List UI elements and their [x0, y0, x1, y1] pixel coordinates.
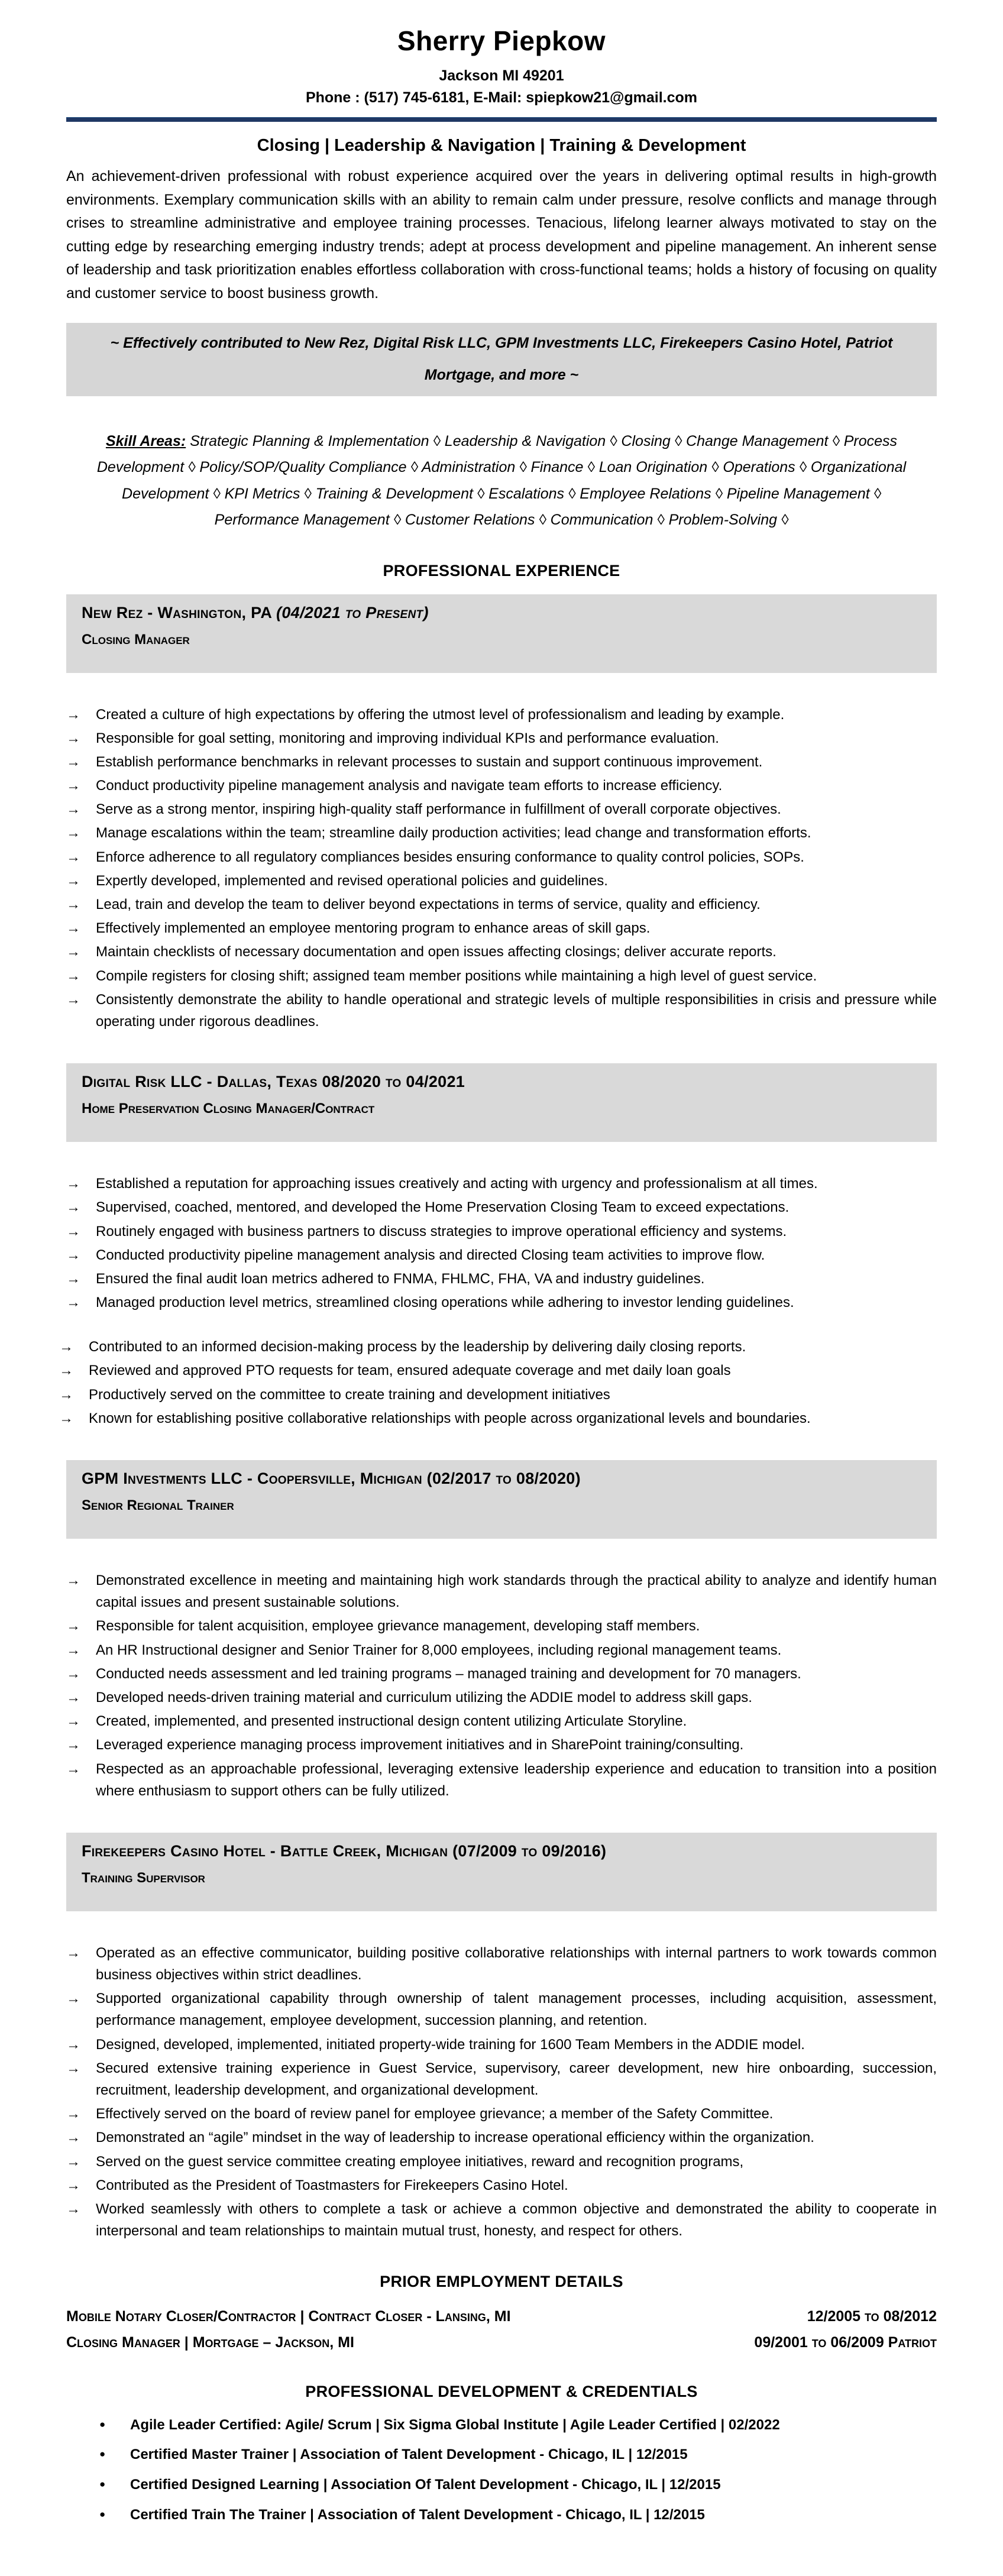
job-bullet-list [66, 1942, 937, 2242]
arrow-bullet-icon: → [66, 967, 80, 984]
bullet-item [66, 2174, 937, 2196]
section-heading-credentials: PROFESSIONAL DEVELOPMENT & CREDENTIALS [305, 2382, 698, 2400]
prior-employment-row [66, 2305, 937, 2328]
job-role: Training Supervisor [82, 1869, 205, 1886]
job-header [66, 594, 937, 673]
bullet-item [66, 989, 937, 1033]
bullet-text: Managed production level metrics, streamlined closing operations while adhering to investor lending guidelines. [96, 1295, 794, 1311]
bullet-item [66, 704, 937, 726]
job-header [66, 1460, 937, 1539]
bullet-item [66, 1734, 937, 1756]
arrow-bullet-icon: → [66, 1176, 80, 1192]
disc-bullet-icon: ● [99, 2448, 106, 2460]
bullet-item [66, 1615, 937, 1637]
skill-areas-list: Strategic Planning & Implementation ◊ Leadership & Navigation ◊ Closing ◊ Change Management ◊ Process Development ◊ Policy/SOP/Quality Compliance ◊ Administration ◊ Finance ◊ Loan Origination ◊ Operations ◊ Organizational Development ◊ KPI Metrics ◊ Training & Development ◊ Escalations ◊ Employee Relations ◊ Pipeline Management ◊ Performance Management ◊ Customer Relations ◊ Communication ◊ Problem-Solving ◊ [96, 432, 907, 528]
job-section-digital-risk [59, 1063, 937, 1429]
disc-bullet-icon: ● [99, 2508, 106, 2520]
bullet-item [66, 1687, 937, 1708]
bullet-text: Routinely engaged with business partners to discuss strategies to improve operational efficiency and systems. [96, 1223, 787, 1240]
job-role: Home Preservation Closing Manager/Contract [82, 1101, 375, 1117]
bullet-text: Establish performance benchmarks in relevant processes to sustain and support continuous improvement. [96, 753, 763, 770]
bullet-text: Expertly developed, implemented and revised operational policies and guidelines. [96, 872, 608, 889]
job-role: Closing Manager [82, 631, 190, 648]
bullet-text: Leveraged experience managing process improvement initiatives and in SharePoint training/consulting. [96, 1737, 744, 1753]
bullet-text: Consistently demonstrate the ability to handle operational and strategic levels of multiple responsibilities in crisis and pressure while operating under rigorous deadlines. [96, 991, 937, 1030]
arrow-bullet-icon: → [66, 2036, 80, 2053]
arrow-bullet-icon: → [66, 944, 80, 960]
arrow-bullet-icon: → [66, 1199, 80, 1216]
bullet-item [66, 917, 937, 939]
bullet-item [66, 1569, 937, 1613]
arrow-bullet-icon: → [66, 872, 80, 889]
credential-item [99, 2505, 937, 2525]
job-dates: (04/2021 to Present) [276, 603, 429, 622]
arrow-bullet-icon: → [66, 1642, 80, 1658]
arrow-bullet-icon: → [59, 1410, 73, 1426]
bullet-item [59, 1384, 937, 1406]
bullet-text: Respected as an approachable professional, leveraging extensive leadership experience and education to transition into a position where enthusiasm to support others can be fully utilized. [96, 1761, 937, 1799]
arrow-bullet-icon: → [66, 730, 80, 746]
arrow-bullet-icon: → [66, 849, 80, 865]
job-header [66, 1063, 937, 1142]
arrow-bullet-icon: → [66, 1761, 80, 1777]
bullet-text: Supported organizational capability through ownership of talent management processes, including acquisition, assessment, performance management, employee development, succession planning, and retention. [96, 1991, 937, 2029]
bullet-text: Enforce adherence to all regulatory compliances besides ensuring conformance to quality control policies, SOPs. [96, 849, 804, 865]
credential-text: Agile Leader Certified: Agile/ Scrum | Six Sigma Global Institute | Agile Leader Certified | 02/2022 [130, 2416, 780, 2433]
section-heading-prior-employment: PRIOR EMPLOYMENT DETAILS [380, 2273, 623, 2291]
bullet-text: Serve as a strong mentor, inspiring high-quality staff performance in fulfillment of overall corporate objectives. [96, 801, 781, 818]
arrow-bullet-icon: → [66, 825, 80, 842]
bullet-item [66, 870, 937, 892]
bullet-text: Secured extensive training experience in Guest Service, supervisory, career development, new hire onboarding, succession, recruitment, leadership development, and organizational development. [96, 2060, 937, 2098]
bullet-text: An HR Instructional designer and Senior Trainer for 8,000 employees, including regional management teams. [96, 1642, 782, 1658]
arrow-bullet-icon: → [66, 778, 80, 794]
arrow-bullet-icon: → [66, 1295, 80, 1311]
arrow-bullet-icon: → [66, 706, 80, 723]
arrow-bullet-icon: → [66, 1737, 80, 1753]
job-role: Senior Regional Trainer [82, 1497, 234, 1513]
arrow-bullet-icon: → [66, 2200, 80, 2217]
bullet-item [66, 2127, 937, 2148]
job-bullet-list [66, 1173, 937, 1313]
bullet-item [66, 1244, 937, 1266]
bullet-text: Developed needs-driven training material and curriculum utilizing the ADDIE model to address skill gaps. [96, 1689, 752, 1706]
summary-paragraph: An achievement-driven professional with robust experience acquired over the years in delivering optimal results in high-growth environments. Exemplary communication skills with an ability to remain calm under pressure, resolve conflicts and manage through crises to streamline administrative and employee training processes. Tenacious, lifelong learner always motivated to stay on the cutting edge by researching emerging industry trends; adept at process development and pipeline management. An inherent sense of leadership and task prioritization enables effortless collaboration with cross-functional teams; holds a history of focusing on quality and customer service to boost business growth. [66, 168, 937, 302]
bullet-item [66, 1942, 937, 1986]
bullet-text: Demonstrated an “agile” mindset in the way of leadership to increase operational efficiency within the organization. [96, 2130, 814, 2146]
arrow-bullet-icon: → [59, 1363, 73, 1379]
bullet-item [66, 727, 937, 749]
bullet-item [66, 1221, 937, 1242]
bullet-text: Created a culture of high expectations by offering the utmost level of professionalism and leading by example. [96, 706, 785, 723]
bullet-text: Contributed as the President of Toastmasters for Firekeepers Casino Hotel. [96, 2177, 568, 2193]
bullet-text: Operated as an effective communicator, building positive collaborative relationships with internal partners to work towards common business objectives within strict deadlines. [96, 1944, 937, 1983]
bullet-text: Manage escalations within the team; streamline daily production activities; lead change and transformation efforts. [96, 825, 811, 842]
job-company: New Rez - Washington, PA [82, 603, 277, 622]
bullet-item [66, 1710, 937, 1732]
job-bullet-list [66, 1569, 937, 1802]
prior-role-company: Mobile Notary Closer/Contractor | Contract Closer - Lansing, MI [66, 2308, 511, 2325]
bullet-text: Effectively implemented an employee mentoring program to enhance areas of skill gaps. [96, 920, 651, 937]
arrow-bullet-icon: → [66, 1689, 80, 1706]
bullet-text: Contributed to an informed decision-making process by the leadership by delivering daily closing reports. [89, 1339, 746, 1355]
disc-bullet-icon: ● [99, 2418, 106, 2430]
bullet-item [59, 1360, 937, 1381]
bullet-text: Maintain checklists of necessary documentation and open issues affecting closings; deliver accurate reports. [96, 944, 776, 960]
bullet-text: Conduct productivity pipeline management analysis and navigate team efforts to increase efficiency. [96, 778, 723, 794]
arrow-bullet-icon: → [66, 1572, 80, 1588]
bullet-item [66, 822, 937, 844]
bullet-item [66, 1292, 937, 1313]
arrow-bullet-icon: → [66, 1665, 80, 1682]
prior-role-company: Closing Manager | Mortgage – Jackson, MI [66, 2334, 354, 2351]
bullet-item [66, 2034, 937, 2056]
arrow-bullet-icon: → [66, 2106, 80, 2122]
arrow-bullet-icon: → [66, 1618, 80, 1635]
job-company-line [82, 604, 921, 622]
bullet-item [59, 1407, 937, 1429]
bullet-item [66, 1663, 937, 1685]
prior-dates: 09/2001 to 06/2009 Patriot [754, 2334, 937, 2351]
arrow-bullet-icon: → [66, 1247, 80, 1263]
job-company-line [82, 1073, 921, 1091]
bullet-item [66, 2103, 937, 2125]
bullet-text: Conducted productivity pipeline management analysis and directed Closing team activities to improve flow. [96, 1247, 765, 1263]
bullet-item [66, 1988, 937, 2031]
arrow-bullet-icon: → [66, 2177, 80, 2193]
bullet-text: Responsible for goal setting, monitoring and improving individual KPIs and performance evaluation. [96, 730, 719, 746]
bullet-text: Designed, developed, implemented, initiated property-wide training for 1600 Team Members in the ADDIE model. [96, 2036, 805, 2053]
arrow-bullet-icon: → [66, 2060, 80, 2076]
bullet-text: Demonstrated excellence in meeting and maintaining high work standards through the practical ability to analyze and identify human capital issues and present sustainable solutions. [96, 1572, 937, 1611]
arrow-bullet-icon: → [66, 991, 80, 1008]
bullet-text: Reviewed and approved PTO requests for team, ensured adequate coverage and met daily loan goals [89, 1363, 731, 1379]
arrow-bullet-icon: → [59, 1386, 73, 1403]
job-company: GPM Investments LLC - Coopersville, Michigan (02/2017 to 08/2020) [82, 1470, 581, 1487]
candidate-location: Jackson MI 49201 [439, 67, 564, 84]
prior-employment-rows [66, 2305, 937, 2354]
bullet-item [59, 1336, 937, 1358]
arrow-bullet-icon: → [66, 2153, 80, 2170]
candidate-name: Sherry Piepkow [397, 25, 606, 56]
prior-employment-row [66, 2331, 937, 2354]
job-section-newrez [66, 594, 937, 1033]
bullet-item [66, 1268, 937, 1290]
arrow-bullet-icon: → [66, 801, 80, 818]
credential-text: Certified Train The Trainer | Association of Talent Development - Chicago, IL | 12/2015 [130, 2506, 705, 2523]
bullet-text: Established a reputation for approaching issues creatively and acting with urgency and professionalism at all times. [96, 1176, 818, 1192]
bullet-item [66, 2057, 937, 2101]
bullet-text: Compile registers for closing shift; assigned team member positions while maintaining a high level of guest service. [96, 967, 817, 984]
credential-item [99, 2475, 937, 2495]
arrow-bullet-icon: → [66, 1270, 80, 1287]
bullet-text: Worked seamlessly with others to complete a task or achieve a common objective and demonstrated the ability to cooperate in interpersonal and team relationships to maintain mutual trust, honesty, and respect for others. [96, 2200, 937, 2240]
job-company: Firekeepers Casino Hotel - Battle Creek, Michigan (07/2009 to 09/2016) [82, 1842, 607, 1860]
bullet-text: Ensured the final audit loan metrics adhered to FNMA, FHLMC, FHA, VA and industry guidelines. [96, 1270, 705, 1287]
disc-bullet-icon: ● [99, 2478, 106, 2490]
bullet-item [66, 846, 937, 868]
bullet-item [66, 1173, 937, 1195]
bullet-text: Created, implemented, and presented instructional design content utilizing Articulate Storyline. [96, 1713, 687, 1730]
job-bullet-list-secondary [59, 1336, 937, 1429]
header-divider [66, 117, 937, 122]
credential-item [99, 2445, 937, 2465]
bullet-text: Effectively served on the board of review panel for employee grievance; a member of the Safety Committee. [96, 2106, 774, 2122]
bullet-item [66, 751, 937, 773]
job-company-line [82, 1470, 921, 1488]
job-section-gpm [66, 1460, 937, 1802]
bullet-item [66, 775, 937, 797]
job-header [66, 1833, 937, 1911]
skill-areas-label: Skill Areas: [105, 432, 186, 449]
headline: Closing | Leadership & Navigation | Training & Development [257, 136, 746, 155]
highlight-banner: ~ Effectively contributed to New Rez, Digital Risk LLC, GPM Investments LLC, Firekeepers Casino Hotel, Patriot Mortgage, and more ~ [66, 323, 937, 396]
bullet-item [66, 1196, 937, 1218]
arrow-bullet-icon: → [66, 2130, 80, 2146]
arrow-bullet-icon: → [66, 1223, 80, 1240]
bullet-text: Responsible for talent acquisition, employee grievance management, developing staff members. [96, 1618, 700, 1635]
job-company: Digital Risk LLC - Dallas, Texas 08/2020 to 04/2021 [82, 1073, 465, 1091]
bullet-item [66, 1758, 937, 1802]
arrow-bullet-icon: → [66, 1991, 80, 2007]
credentials-list [66, 2415, 937, 2525]
skill-areas [83, 428, 920, 533]
bullet-item [66, 2151, 937, 2173]
job-company-line [82, 1842, 921, 1860]
arrow-bullet-icon: → [59, 1339, 73, 1355]
arrow-bullet-icon: → [66, 920, 80, 937]
resume-header [66, 25, 937, 106]
job-bullet-list [66, 704, 937, 1033]
arrow-bullet-icon: → [66, 1944, 80, 1961]
bullet-item [66, 965, 937, 987]
credential-text: Certified Designed Learning | Association Of Talent Development - Chicago, IL | 12/2015 [130, 2477, 721, 2493]
credential-item [99, 2415, 937, 2435]
section-heading-experience: PROFESSIONAL EXPERIENCE [383, 561, 620, 580]
arrow-bullet-icon: → [66, 1713, 80, 1730]
credential-text: Certified Master Trainer | Association of Talent Development - Chicago, IL | 12/2015 [130, 2446, 688, 2463]
bullet-item [66, 894, 937, 915]
arrow-bullet-icon: → [66, 897, 80, 912]
bullet-item [66, 2198, 937, 2242]
bullet-text: Served on the guest service committee creating employee initiatives, reward and recognition programs, [96, 2153, 744, 2170]
bullet-text: Known for establishing positive collaborative relationships with people across organizational levels and boundaries. [89, 1410, 811, 1426]
bullet-item [66, 1639, 937, 1661]
bullet-text: Lead, train and develop the team to deliver beyond expectations in terms of service, quality and efficiency. [96, 897, 761, 912]
bullet-item [66, 798, 937, 820]
prior-dates: 12/2005 to 08/2012 [807, 2308, 937, 2325]
bullet-item [66, 941, 937, 963]
bullet-text: Supervised, coached, mentored, and developed the Home Preservation Closing Team to exceed expectations. [96, 1199, 790, 1216]
job-section-firekeepers [66, 1833, 937, 2242]
candidate-contact: Phone : (517) 745-6181, E-Mail: spiepkow21@gmail.com [305, 89, 698, 106]
bullet-text: Conducted needs assessment and led training programs – managed training and development for 70 managers. [96, 1665, 801, 1682]
arrow-bullet-icon: → [66, 753, 80, 770]
bullet-text: Productively served on the committee to create training and development initiatives [89, 1386, 610, 1403]
